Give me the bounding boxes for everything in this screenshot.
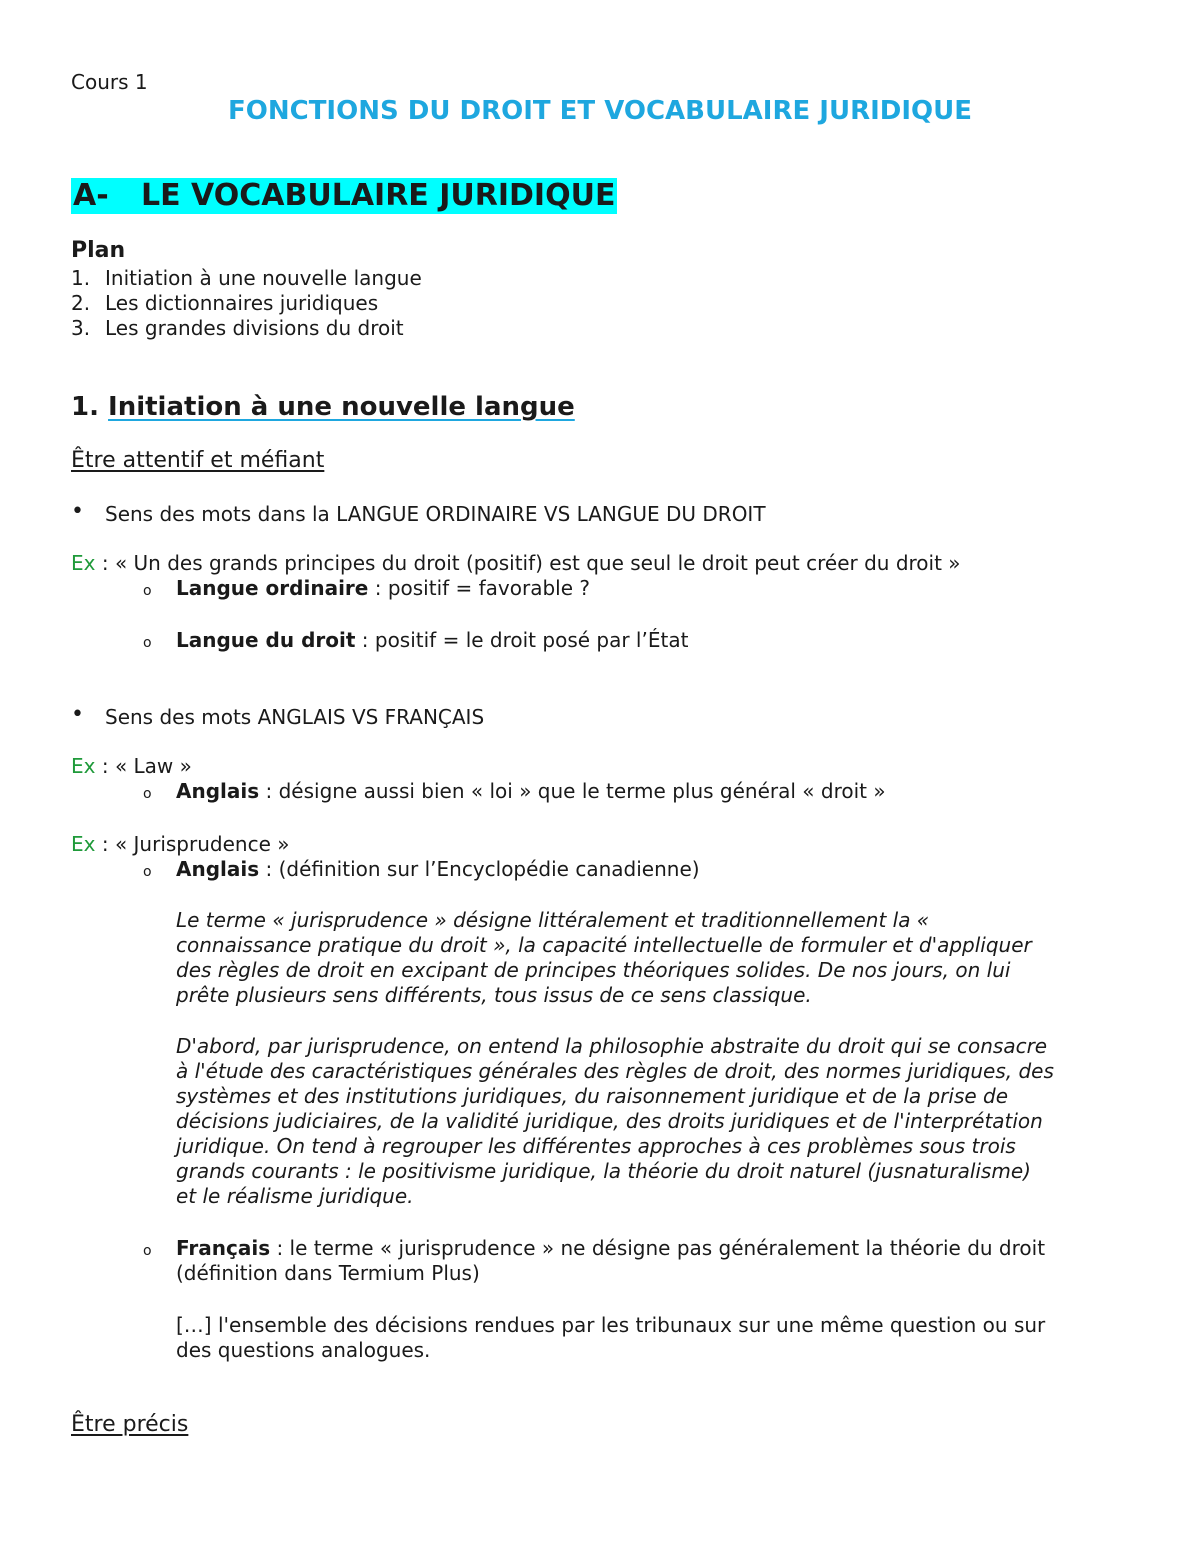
- plan-item-text: Les dictionnaires juridiques: [105, 291, 379, 315]
- quote-line: décisions judiciaires, de la validité juridique, des droits juridiques et de l'interprétation: [176, 1109, 1043, 1133]
- quote-line: grands courants : le positivisme juridique, la théorie du droit naturel (jusnaturalisme): [176, 1159, 1031, 1183]
- quote-line: à l'étude des caractéristiques générales des règles de droit, des normes juridiques, des: [176, 1059, 1054, 1083]
- plan-item-number: 3.: [71, 316, 91, 340]
- plan-item: [71, 291, 90, 315]
- example-line: Ex : « Un des grands principes du droit (positif) est que seul le droit peut créer du droit »: [71, 551, 961, 575]
- document-title: FONCTIONS DU DROIT ET VOCABULAIRE JURIDIQUE: [227, 96, 973, 126]
- part1-number: 1.: [71, 392, 99, 422]
- part1-title: Initiation à une nouvelle langue: [108, 392, 575, 422]
- quote-line: […] l'ensemble des décisions rendues par les tribunaux sur une même question ou sur: [176, 1313, 1046, 1337]
- circle-bullet-icon: o: [143, 583, 152, 599]
- quote-line: des questions analogues.: [176, 1338, 431, 1362]
- plan-title: Plan: [71, 238, 126, 263]
- quote-line: et le réalisme juridique.: [176, 1184, 414, 1208]
- example-line: Ex : « Jurisprudence »: [71, 832, 290, 856]
- circle-bullet-icon: o: [143, 635, 152, 651]
- example-item: Anglais : (définition sur l’Encyclopédie canadienne): [176, 857, 700, 881]
- plan-item-number: 1.: [71, 266, 91, 290]
- bullet-text: Sens des mots ANGLAIS VS FRANÇAIS: [105, 705, 485, 729]
- circle-bullet-icon: o: [143, 1243, 152, 1259]
- plan-item-number: 2.: [71, 291, 91, 315]
- example-label: Ex: [71, 832, 96, 856]
- course-label: Cours 1: [71, 70, 148, 94]
- section-letter: A-: [73, 178, 109, 213]
- quote-line: juridique. On tend à regrouper les différentes approches à ces problèmes sous trois: [176, 1134, 1016, 1158]
- plan-item: [71, 316, 90, 340]
- quote-line: prête plusieurs sens différents, tous issus de ce sens classique.: [176, 983, 812, 1007]
- example-label: Ex: [71, 551, 96, 575]
- example-item: Français : le terme « jurisprudence » ne désigne pas généralement la théorie du droit: [176, 1236, 1046, 1260]
- example-item: Langue ordinaire : positif = favorable ?: [176, 576, 591, 600]
- quote-line: des règles de droit en excipant de principes théoriques solides. De nos jours, on lui: [176, 958, 1011, 982]
- circle-bullet-icon: o: [143, 786, 152, 802]
- quote-line: D'abord, par jurisprudence, on entend la philosophie abstraite du droit qui se consacre: [176, 1034, 1048, 1058]
- quote-line: systèmes et des institutions juridiques, du raisonnement juridique et de la prise de: [176, 1084, 1009, 1108]
- plan-item-text: Les grandes divisions du droit: [105, 316, 404, 340]
- section-title: LE VOCABULAIRE JURIDIQUE: [141, 178, 616, 213]
- circle-bullet-icon: o: [143, 864, 152, 880]
- plan-item: [71, 266, 90, 290]
- subheading-precis: Être précis: [71, 1412, 189, 1437]
- example-item: Anglais : désigne aussi bien « loi » que le terme plus général « droit »: [176, 779, 886, 803]
- example-line: Ex : « Law »: [71, 754, 192, 778]
- bullet-text: Sens des mots dans la LANGUE ORDINAIRE VS LANGUE DU DROIT: [105, 502, 766, 526]
- section-heading: [71, 178, 617, 214]
- example-item-continued: (définition dans Termium Plus): [176, 1261, 480, 1285]
- quote-line: Le terme « jurisprudence » désigne littéralement et traditionnellement la «: [176, 908, 930, 932]
- subheading-attentif: Être attentif et méfiant: [71, 448, 325, 473]
- bullet-icon: •: [71, 499, 84, 524]
- bullet-icon: •: [71, 702, 84, 727]
- part1-heading: [71, 392, 575, 422]
- quote-line: connaissance pratique du droit », la capacité intellectuelle de formuler et d'appliquer: [176, 933, 1032, 957]
- example-item: Langue du droit : positif = le droit posé par l’État: [176, 628, 689, 652]
- example-label: Ex: [71, 754, 96, 778]
- plan-item-text: Initiation à une nouvelle langue: [105, 266, 422, 290]
